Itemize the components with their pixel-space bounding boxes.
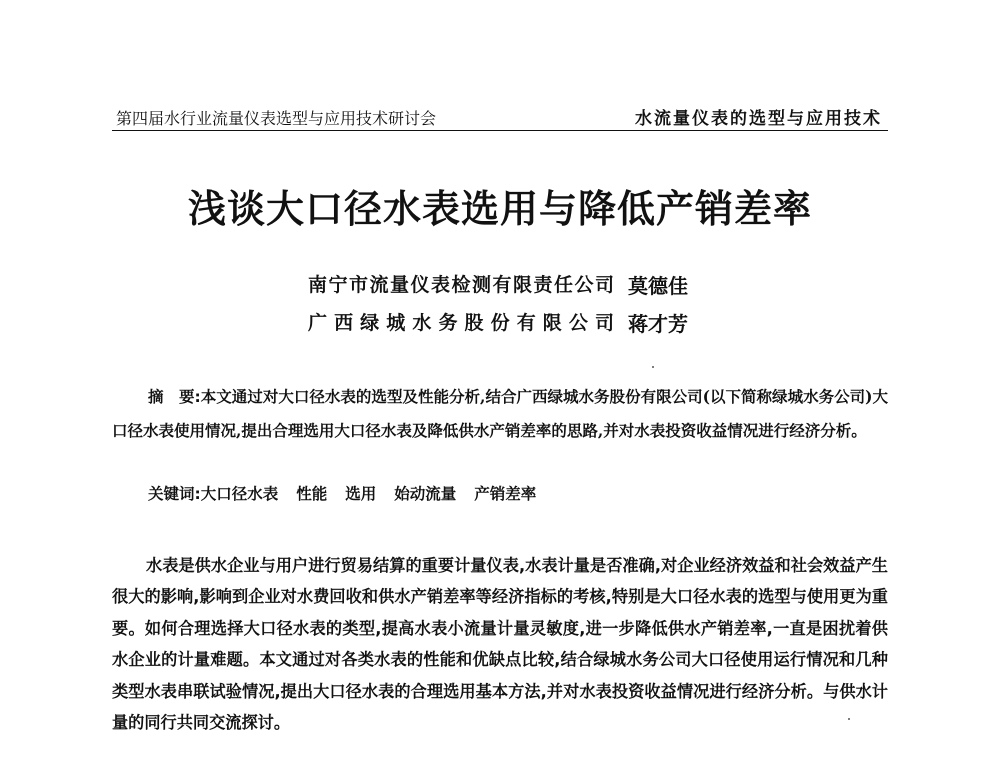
scan-speck — [652, 366, 654, 368]
keyword: 始动流量 — [394, 484, 457, 503]
author-name: 蒋才芳 — [628, 312, 688, 336]
author-affiliation: 南宁市流量仪表检测有限责任公司 — [308, 274, 614, 296]
abstract — [112, 380, 888, 447]
keyword: 选用 — [345, 484, 377, 503]
author-line-2 — [308, 308, 688, 338]
abstract-text: 本文通过对大口径水表的选型及性能分析,结合广西绿城水务股份有限公司(以下简称绿城水务公司)大口径水表使用情况,提出合理选用大口径水表及降低供水产销差率的思路,并对水表投资收益情况进行经济分析。 — [112, 387, 888, 440]
header-book-title: 水流量仪表的选型与应用技术 — [635, 109, 882, 129]
keyword: 大口径水表 — [200, 484, 279, 503]
keywords-label: 关键词: — [148, 485, 201, 503]
header-conference-name: 第四届水行业流量仪表选型与应用技术研讨会 — [116, 109, 437, 128]
keyword: 性能 — [296, 484, 328, 503]
author-affiliation: 广西绿城水务股份有限公司 — [308, 312, 614, 334]
paper-title: 浅谈大口径水表选用与降低产销差率 — [187, 186, 812, 231]
author-line-1 — [308, 270, 688, 300]
author-name: 莫德佳 — [628, 274, 688, 298]
abstract-label: 摘 要: — [148, 388, 201, 406]
keywords — [148, 482, 554, 504]
keyword: 产销差率 — [474, 484, 537, 503]
scan-speck — [848, 718, 850, 720]
running-header — [112, 104, 888, 131]
body-paragraph: 水表是供水企业与用户进行贸易结算的重要计量仪表,水表计量是否准确,对企业经济效益和社会效益产生很大的影响,影响到企业对水费回收和供水产销差率等经济指标的考核,特别是大口径水表的选型与使用更为重要。如何合理选择大口径水表的类型,提高水表小流量计量灵敏度,进一步降低供水产销差率,一直是困扰着供水企业的计量难题。本文通过对各类水表的性能和优缺点比较,结合绿城水务公司大口径使用运行情况和几种类型水表串联试验情况,提出大口径水表的合理选用基本方法,并对水表投资收益情况进行经济分析。与供水计量的同行共同交流探讨。 — [112, 556, 888, 733]
